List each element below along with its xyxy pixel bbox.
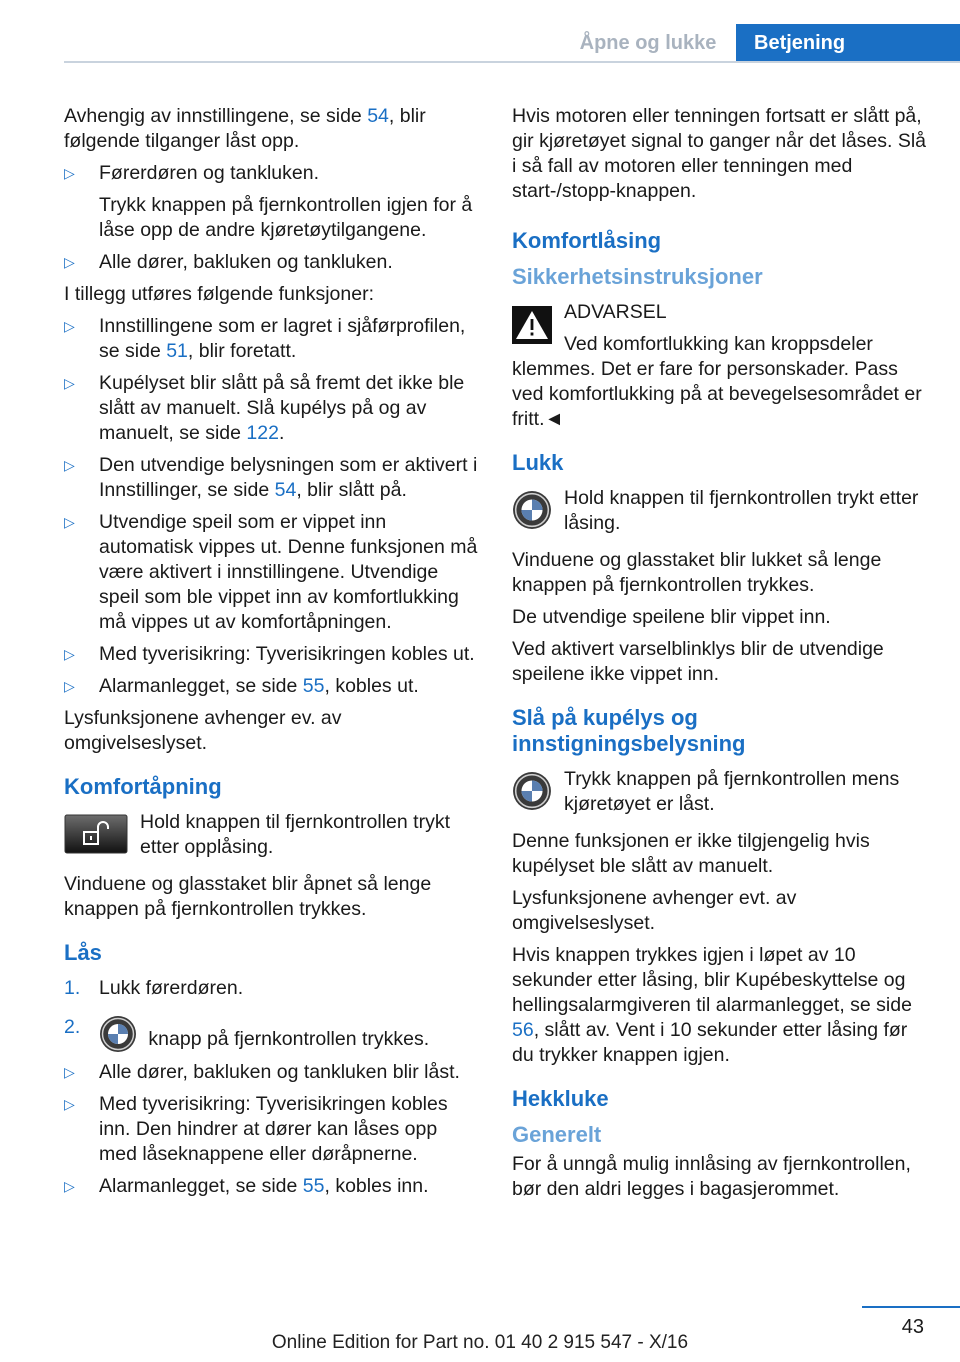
list-item-text: Den utvendige belysningen som er aktivert i Innstillinger, se side xyxy=(99,454,478,501)
list-item-text: knapp på fjernkontrollen trykkes. xyxy=(143,1028,430,1050)
heading-kupelys: Slå på kupélys og innstigningsbelysning xyxy=(512,705,746,756)
warning-triangle-icon xyxy=(512,306,552,344)
bullet-icon: ▷ xyxy=(64,254,75,270)
heading-komfortlasing: Komfortlåsing xyxy=(512,228,662,253)
bullet-icon: ▷ xyxy=(64,318,75,334)
functions-list xyxy=(64,314,478,699)
heading-hekkluke: Hekkluke xyxy=(512,1086,609,1111)
list-item xyxy=(64,642,478,667)
generelt-paragraph: For å unngå mulig innlåsing av fjernkontrollen, bør den aldri legges i bagasjerommet. xyxy=(512,1153,911,1200)
list-item xyxy=(64,161,478,243)
list-item xyxy=(64,371,478,446)
page-link[interactable]: 122 xyxy=(246,422,279,444)
list-item-text: Utvendige speil som er vippet inn automatisk vippes ut. Denne funksjonen må være aktivert i innstillingene. Utvendige speil som ble vippet inn av komfortlukking må vippes ut av komfortåpningen. xyxy=(99,511,478,633)
lukk-paragraph-3: Ved aktivert varselblinklys blir de utvendige speilene ikke vippet inn. xyxy=(512,638,884,685)
list-item-text: Førerdøren og tankluken. xyxy=(99,162,320,184)
list-item xyxy=(64,976,478,1001)
list-item-text: Alarmanlegget, se side xyxy=(99,675,303,697)
bullet-icon: ▷ xyxy=(64,165,75,181)
heading-lukk: Lukk xyxy=(512,450,564,475)
list-item-text: Innstillingene som er lagret i sjåførprofilen, se side xyxy=(99,315,466,362)
bullet-icon: ▷ xyxy=(64,678,75,694)
kupe-text-3-end: , slått av. Vent i 10 sekunder etter låsing før du trykker knappen igjen. xyxy=(512,1019,908,1066)
bmw-logo-icon xyxy=(512,771,552,811)
lukk-text: Hold knappen til fjernkontrollen trykt etter låsing. xyxy=(564,487,919,534)
list-item xyxy=(64,453,478,503)
lock-result-list xyxy=(64,1060,478,1199)
list-item-text: Lukk førerdøren. xyxy=(99,977,244,999)
step-number: 1. xyxy=(64,977,81,999)
komfort-icon-row xyxy=(64,810,478,860)
list-item xyxy=(64,314,478,364)
list-item-text: Med tyverisikring: Tyverisikringen kobles ut. xyxy=(99,643,475,665)
page-link[interactable]: 55 xyxy=(302,1175,325,1197)
list-item xyxy=(64,1060,478,1085)
bullet-icon: ▷ xyxy=(64,1096,75,1112)
kupe-paragraph-3 xyxy=(512,943,932,1068)
kupe-text: Trykk knappen på fjernkontrollen mens kjøretøyet er låst. xyxy=(564,768,900,815)
list-item-text: Kupélyset blir slått på så fremt det ikke ble slått av manuelt. Slå kupélys på og av manuelt, se side xyxy=(99,372,465,444)
list-item xyxy=(64,250,478,275)
page-number-rule xyxy=(862,1306,960,1308)
intro-text: Avhengig av innstillingene, se side xyxy=(64,105,368,127)
list-item xyxy=(64,1174,478,1199)
lukk-icon-row xyxy=(512,486,932,536)
kupe-text-3: Hvis knappen trykkes igjen i løpet av 10 sekunder etter låsing, blir Kupébeskyttelse og hellingsalarmgiveren til alarmanlegget, se side xyxy=(512,944,912,1016)
intro-paragraph xyxy=(64,104,478,154)
header-section-tab[interactable]: Åpne og lukke xyxy=(579,32,717,54)
unlock-button-icon xyxy=(64,814,128,854)
list-item xyxy=(64,1015,478,1053)
list-item-text-end: , kobles ut. xyxy=(324,675,419,697)
list-item-text-end: . xyxy=(278,422,285,444)
heading-las: Lås xyxy=(64,940,102,965)
list-item-subtext: Trykk knappen på fjernkontrollen igjen for å låse opp de andre kjøretøytilgangene. xyxy=(99,194,473,241)
list-item-text: Alle dører, bakluken og tankluken blir låst. xyxy=(99,1061,460,1083)
kupe-paragraph-1: Denne funksjonen er ikke tilgjengelig hvis kupélyset ble slått av manuelt. xyxy=(512,830,870,877)
page-link[interactable]: 56 xyxy=(512,1019,534,1041)
list-item xyxy=(64,674,478,699)
page-link[interactable]: 54 xyxy=(367,105,389,127)
heading-komfortapning: Komfortåpning xyxy=(64,774,222,799)
bullet-icon: ▷ xyxy=(64,514,75,530)
bullet-icon: ▷ xyxy=(64,375,75,391)
bmw-logo-icon xyxy=(99,1015,137,1053)
list-item-text-end: , blir slått på. xyxy=(296,479,407,501)
list-item-text-end: , blir foretatt. xyxy=(187,340,297,362)
intro-text-end: , blir følgende tilganger låst opp. xyxy=(64,105,426,152)
page-link[interactable]: 51 xyxy=(166,340,188,362)
bullet-icon: ▷ xyxy=(64,457,75,473)
lukk-paragraph-1: Vinduene og glasstaket blir lukket så lenge knappen på fjernkontrollen trykkes. xyxy=(512,549,882,596)
komfort-text: Hold knappen til fjernkontrollen trykt etter opplåsing. xyxy=(140,811,450,858)
list-item-text-end: , kobles inn. xyxy=(324,1175,429,1197)
list-item-text: Alle dører, bakluken og tankluken. xyxy=(99,251,393,273)
bullet-icon: ▷ xyxy=(64,1064,75,1080)
also-paragraph: I tillegg utføres følgende funksjoner: xyxy=(64,283,374,305)
page-link[interactable]: 55 xyxy=(302,675,325,697)
left-column xyxy=(64,104,478,1206)
list-item-text: Alarmanlegget, se side xyxy=(99,1175,303,1197)
lock-steps-list xyxy=(64,976,478,1053)
warning-block xyxy=(512,300,932,432)
list-item xyxy=(64,510,478,635)
list-item-text: Med tyverisikring: Tyverisikringen kobles inn. Den hindrer at dører kan låses opp med låseknappene eller døråpnerne. xyxy=(99,1093,448,1165)
heading-sikkerhet: Sikkerhetsinstruksjoner xyxy=(512,264,763,289)
bullet-icon: ▷ xyxy=(64,1178,75,1194)
right-column xyxy=(512,104,932,1209)
unlock-access-list xyxy=(64,161,478,275)
kupe-paragraph-2: Lysfunksjonene avhenger evt. av omgivelseslyset. xyxy=(512,887,797,934)
bullet-icon: ▷ xyxy=(64,646,75,662)
footer-edition: Online Edition for Part no. 01 40 2 915 547 - X/16 xyxy=(271,1332,689,1353)
header-rule xyxy=(64,61,960,63)
step-number: 2. xyxy=(64,1016,81,1038)
page-link[interactable]: 54 xyxy=(274,479,297,501)
warning-title: ADVARSEL xyxy=(564,301,667,323)
lukk-paragraph-2: De utvendige speilene blir vippet inn. xyxy=(512,606,831,628)
komfort-paragraph: Vinduene og glasstaket blir åpnet så lenge knappen på fjernkontrollen trykkes. xyxy=(64,873,432,920)
bmw-logo-icon xyxy=(512,490,552,530)
engine-paragraph: Hvis motoren eller tenningen fortsatt er slått på, gir kjøretøyet signal to ganger når det låses. Slå i så fall av motoren eller tenningen med start-/stopp-knappen. xyxy=(512,105,927,202)
list-item xyxy=(64,1092,478,1167)
header-chapter-tab[interactable]: Betjening xyxy=(736,24,960,62)
page-number: 43 xyxy=(901,1316,924,1338)
light-paragraph: Lysfunksjonene avhenger ev. av omgivelseslyset. xyxy=(64,707,342,754)
warning-text: Ved komfortlukking kan kroppsdeler klemmes. Det er fare for personskader. Pass ved komfortlukking på at bevegelsesområdet er fritt.◄ xyxy=(512,333,922,430)
heading-generelt: Generelt xyxy=(512,1122,602,1147)
kupe-icon-row xyxy=(512,767,932,817)
